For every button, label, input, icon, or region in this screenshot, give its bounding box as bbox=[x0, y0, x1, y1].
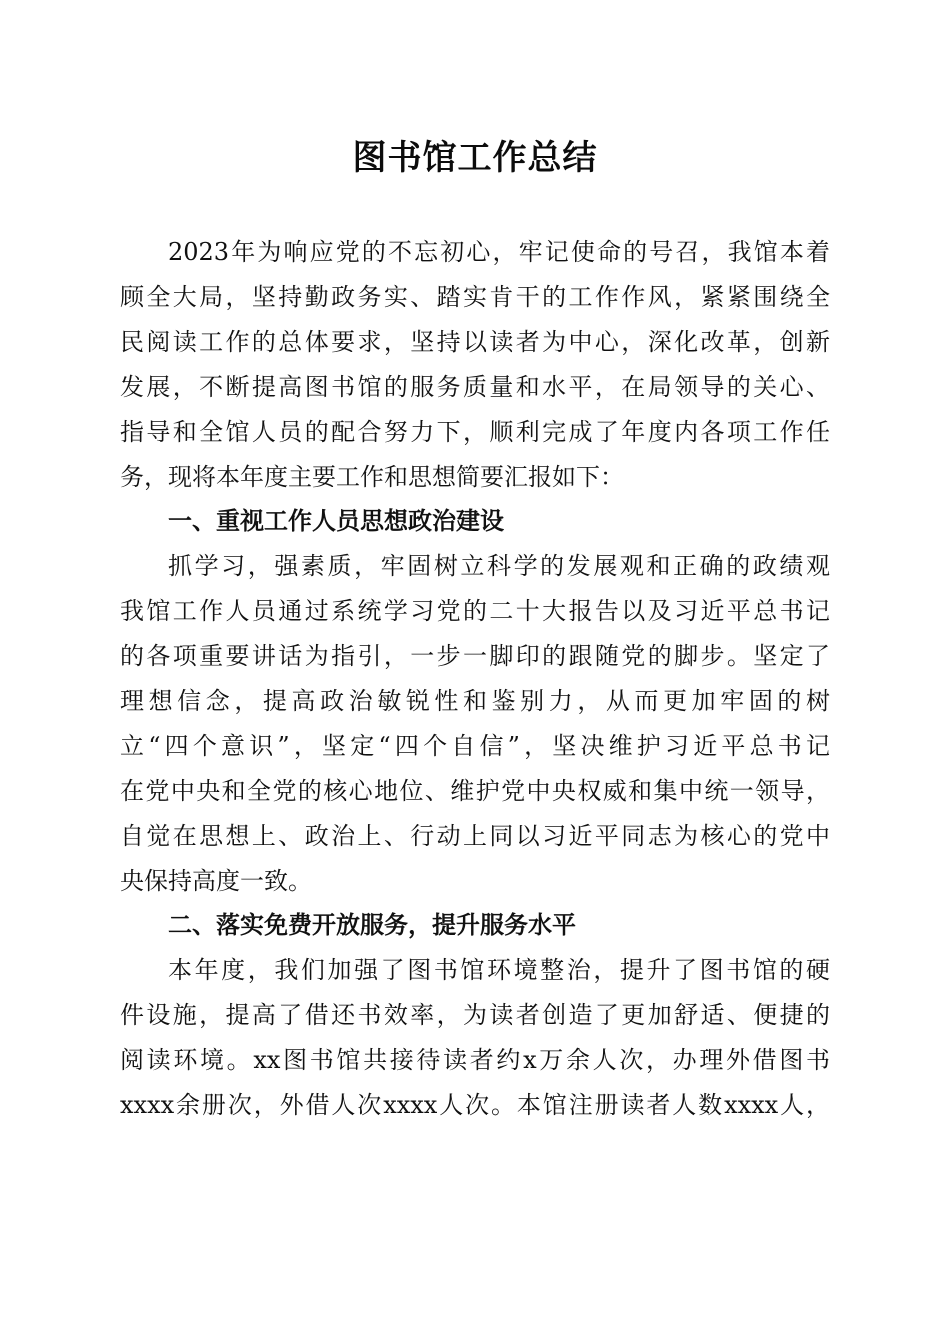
paragraph-2-line-7: 自觉在思想上、政治上、行动上同以习近平同志为核心的党中 bbox=[120, 822, 830, 850]
paragraph-1-line-4: 发展，不断提高图书馆的服务质量和水平，在局领导的关心、 bbox=[120, 373, 830, 401]
paragraph-1-line-3: 民阅读工作的总体要求，坚持以读者为中心，深化改革，创新 bbox=[120, 328, 830, 356]
paragraph-3-line-3: 阅读环境。xx图书馆共接待读者约x万余人次，办理外借图书 bbox=[120, 1046, 830, 1074]
paragraph-3-line-1: 本年度，我们加强了图书馆环境整治，提升了图书馆的硬 bbox=[168, 956, 830, 984]
paragraph-2-line-5: 立“四个意识”，坚定“四个自信”，坚决维护习近平总书记 bbox=[120, 732, 830, 760]
paragraph-2-line-4: 理想信念，提高政治敏锐性和鉴别力，从而更加牢固的树 bbox=[120, 687, 830, 715]
paragraph-1-line-1: 2023年为响应党的不忘初心，牢记使命的号召，我馆本着 bbox=[168, 238, 830, 266]
paragraph-1-line-5: 指导和全馆人员的配合努力下，顺利完成了年度内各项工作任 bbox=[120, 418, 830, 446]
paragraph-2-line-6: 在党中央和全党的核心地位、维护党中央权威和集中统一领导， bbox=[120, 777, 830, 805]
paragraph-2-line-8: 央保持高度一致。 bbox=[120, 867, 312, 895]
paragraph-3-line-4: xxxx余册次，外借人次xxxx人次。本馆注册读者人数xxxx人， bbox=[120, 1091, 830, 1119]
section-heading-1: 一、重视工作人员思想政治建设 bbox=[168, 507, 504, 535]
section-heading-2: 二、落实免费开放服务，提升服务水平 bbox=[168, 911, 576, 939]
paragraph-2-line-3: 的各项重要讲话为指引，一步一脚印的跟随党的脚步。坚定了 bbox=[120, 642, 830, 670]
paragraph-1-line-6: 务，现将本年度主要工作和思想简要汇报如下： bbox=[120, 463, 624, 491]
paragraph-2-line-1: 抓学习，强素质，牢固树立科学的发展观和正确的政绩观 bbox=[168, 552, 830, 580]
document-title: 图书馆工作总结 bbox=[352, 138, 598, 178]
paragraph-2-line-2: 我馆工作人员通过系统学习党的二十大报告以及习近平总书记 bbox=[120, 597, 830, 625]
paragraph-1-line-2: 顾全大局，坚持勤政务实、踏实肯干的工作作风，紧紧围绕全 bbox=[120, 283, 830, 311]
paragraph-3-line-2: 件设施，提高了借还书效率，为读者创造了更加舒适、便捷的 bbox=[120, 1001, 830, 1029]
